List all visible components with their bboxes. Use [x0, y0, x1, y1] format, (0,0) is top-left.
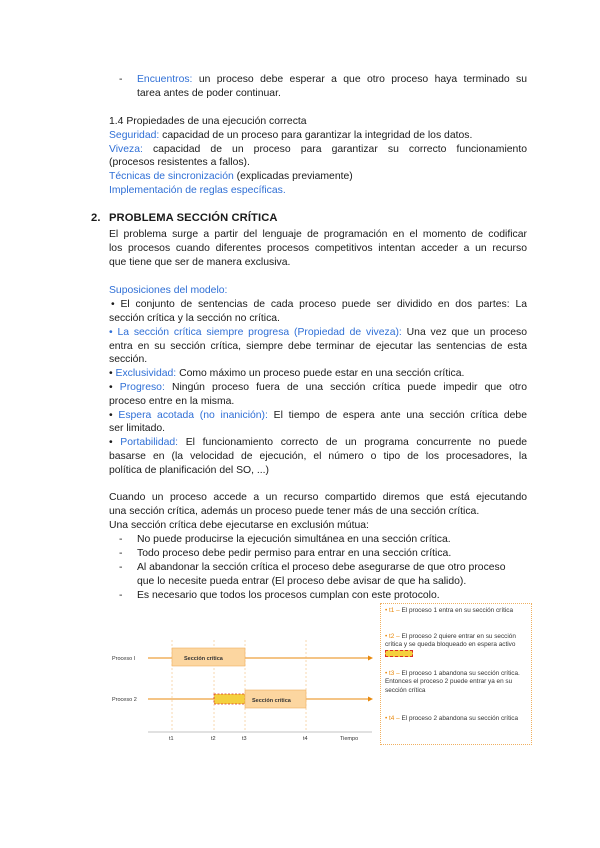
bullet4-dot: •: [109, 382, 113, 393]
wait-swatch: [385, 650, 413, 657]
critical-section-diagram: [100, 630, 380, 745]
dash-item-3-line2: que lo necesite pueda entrar (El proceso debe avisar de que ha salido).: [137, 576, 467, 587]
bullet6-line3: política de planificación del SO, ...): [109, 465, 269, 476]
legend-text: abandona su sección crítica: [438, 715, 519, 722]
bullet6-line2: basarse en (la velocidad de ejecución, el número o tipo de los procesadores, la: [109, 451, 527, 462]
dash-bullet: -: [119, 562, 123, 573]
tick-label-t1: t1: [169, 736, 174, 742]
diagram-legend: [380, 603, 532, 745]
encuentros-item: [137, 73, 527, 86]
seguridad-term: Seguridad:: [109, 130, 160, 141]
bullet6-dot: •: [109, 437, 113, 448]
para2-line1: Cuando un proceso accede a un recurso compartido diremos que está ejecutando: [109, 492, 527, 503]
bullet4-line1: [109, 381, 527, 394]
implementacion-line: Implementación de reglas específicas.: [109, 185, 286, 196]
process1-label: Proceso I: [112, 656, 136, 662]
bullet3-text: Como máximo un proceso puede estar en una sección crítica.: [179, 368, 465, 379]
viveza-line1: [109, 143, 527, 156]
dash-bullet: -: [119, 74, 123, 85]
process2-wait-box: [214, 694, 245, 704]
dash-bullet: -: [119, 534, 123, 545]
axis-label: Tiempo: [340, 736, 359, 742]
bullet1-line2: sección crítica y la sección no crítica.: [109, 313, 280, 324]
seguridad-line: [109, 129, 472, 142]
process2-label: Proceso 2: [112, 697, 137, 703]
dash-item-1: No puede producirse la ejecución simultánea en una sección crítica.: [137, 534, 451, 545]
legend-item-4: • t4 – El proceso 2 abandona su sección crítica: [385, 715, 519, 722]
bullet6-term: Portabilidad:: [120, 437, 179, 448]
para1-line3: que tiene que ser de manera exclusiva.: [109, 257, 291, 268]
legend-item-3: • t3 – El proceso 1 abandona su sección crítica. Entonces el proceso 2 puede entrar ya en su sección crítica: [385, 670, 520, 694]
section-1-4-title: 1.4 Propiedades de una ejecución correcta: [109, 116, 307, 127]
bullet2-line2: entra en su sección crítica, siempre debe terminar de ejecutar las sentencias de esta: [109, 341, 527, 352]
legend-prefix: El proceso 2: [401, 715, 438, 722]
bullet5-line2: ser limitado.: [109, 423, 166, 434]
legend-text: entra en su sección crítica: [438, 607, 514, 614]
process2-arrowhead: [368, 697, 373, 702]
bullet6-line1: [109, 436, 527, 449]
bullet2-line3: sección.: [109, 354, 148, 365]
dash-item-2: Todo proceso debe pedir permiso para entrar en una sección crítica.: [137, 548, 452, 559]
bullet5-term: Espera acotada (no inanición):: [118, 410, 268, 421]
bullet4-term: Progreso:: [119, 382, 165, 393]
para1-line1: El problema surge a partir del lenguaje de programación en el momento de codificar: [109, 229, 527, 240]
tecnicas-text: (explicadas previamente): [236, 171, 353, 182]
legend-prefix: El proceso 1: [401, 670, 438, 677]
para2-line2: una sección crítica, además un proceso puede tener más de una sección crítica.: [109, 506, 480, 517]
bullet3-term: Exclusividad:: [115, 368, 177, 379]
bullet5-dot: •: [109, 410, 113, 421]
section-2-title: PROBLEMA SECCIÓN CRÍTICA: [109, 212, 278, 224]
legend-tag: t4 –: [389, 715, 400, 722]
bullet5-text: El tiempo de espera ante una sección crítica debe: [273, 410, 527, 421]
bullet4-text: Ningún proceso fuera de una sección crítica puede impedir que otro: [171, 382, 527, 393]
legend-item-2: • t2 – El proceso 2 quiere entrar en su sección crítica y se queda bloqueado en espera activo: [385, 633, 529, 658]
dash-item-4: Es necesario que todos los procesos cumplan con este protocolo.: [137, 590, 440, 601]
bullet2-term: • La sección crítica siempre progresa (Propiedad de viveza):: [109, 327, 402, 338]
dash-item-3: Al abandonar la sección crítica el proceso debe asegurarse de que otro proceso: [137, 562, 506, 573]
legend-text: abandona su sección crítica. Entonces el proceso 2 puede entrar ya en su sección crítica: [385, 670, 520, 694]
bullet6-text: El funcionamiento correcto de un programa concurrente no puede: [185, 437, 528, 448]
legend-tag: t1 –: [389, 607, 400, 614]
process1-arrowhead: [368, 656, 373, 661]
encuentros-term: Encuentros:: [137, 74, 193, 85]
para1-line2: los procesos cuando diferentes procesos competitivos intentan acceder a un recurso: [109, 243, 527, 254]
viveza-term: Viveza:: [109, 144, 143, 155]
box2-label: Sección crítica: [252, 698, 291, 704]
para2-line3: Una sección crítica debe ejecutarse en exclusión mútua:: [109, 520, 369, 531]
viveza-line2: (procesos resistentes a fallos).: [109, 157, 250, 168]
bullet1-line1: • El conjunto de sentencias de cada proceso puede ser dividido en dos partes: La: [111, 299, 527, 310]
tecnicas-term: Técnicas de sincronización: [109, 171, 234, 182]
section-2-number: 2.: [91, 212, 101, 224]
legend-text: quiere entrar en su sección crítica y se queda bloqueado en espera activo: [385, 633, 516, 649]
tecnicas-line: [109, 170, 353, 183]
bullet2-text: Una vez que un proceso: [406, 327, 528, 338]
tick-label-t3: t3: [242, 736, 247, 742]
bullet4-line2: proceso entre en la misma.: [109, 396, 235, 407]
encuentros-line2: tarea antes de poder continuar.: [137, 88, 281, 99]
tick-label-t4: t4: [303, 736, 308, 742]
viveza-text: capacidad de un proceso para garantizar su correcto funcionamiento: [152, 144, 527, 155]
bullet2-line1: [109, 326, 527, 339]
legend-tag: t2 –: [389, 633, 400, 640]
box1-label: Sección crítica: [184, 656, 223, 662]
encuentros-line1: un proceso debe esperar a que otro proceso haya terminado su: [198, 74, 528, 85]
dash-bullet: -: [119, 548, 123, 559]
tick-label-t2: t2: [211, 736, 216, 742]
legend-tag: t3 –: [389, 670, 400, 677]
bullet3-dot: •: [109, 368, 113, 379]
legend-prefix: El proceso 1: [401, 607, 438, 614]
legend-prefix: El proceso 2: [401, 633, 438, 640]
bullet5-line1: [109, 409, 527, 422]
suposiciones-title: Suposiciones del modelo:: [109, 285, 228, 296]
seguridad-text: capacidad de un proceso para garantizar la integridad de los datos.: [162, 130, 473, 141]
dash-bullet: -: [119, 590, 123, 601]
legend-item-1: • t1 – El proceso 1 entra en su sección crítica: [385, 607, 514, 614]
bullet3-line: [109, 367, 464, 380]
